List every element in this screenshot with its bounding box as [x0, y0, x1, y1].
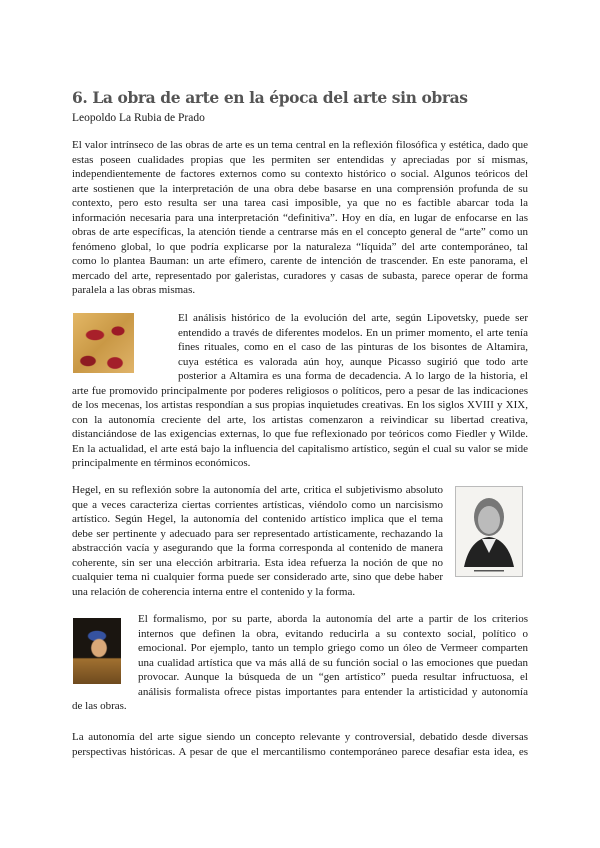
text-line: La autonomía del arte sigue siendo un concepto relevante y controversial, debatido desde diversas	[72, 731, 528, 743]
vermeer-girl-pearl-earring-image	[73, 618, 121, 684]
text-line: independientemente de factores externos como su contexto histórico o social. Algunos teóricos del	[72, 168, 528, 180]
text-line: mercado del arte, representado por galeristas, curadores y casas de subasta, parece operar de forma	[72, 269, 528, 282]
text-line: que a veces caracteriza ciertas corrientes artísticas, viéndolo como un narcisismo	[72, 498, 443, 511]
text-line: En la actualidad, el arte está bajo la influencia del capitalismo artístico, según el cual su valor se mide	[72, 442, 528, 455]
text-line: fenómeno global, lo que podría explicarse por la naturaleza “líquida” del arte contemporáneo, tal	[72, 240, 528, 253]
paragraph-intro	[72, 138, 528, 298]
paragraph-formalism-continued	[72, 699, 528, 714]
text-line: cuya estética es valorada aún hoy, aunque Picasso sugirió que todo arte	[178, 355, 528, 368]
hegel-portrait-icon	[456, 487, 522, 576]
text-line: El formalismo, por su parte, aborda la autonomía del arte a partir de los criterios	[138, 613, 528, 625]
page-title: 6. La obra de arte en la época del arte sin obras	[72, 88, 468, 107]
paragraph-hegel	[72, 483, 443, 599]
text-line: una cualidad artística que va más allá de su función social o las emociones que puedan	[138, 656, 528, 669]
text-line: coherente, sin ser una elección arbitraria. Esta idea refuerza la noción de que no	[72, 556, 443, 569]
text-line: perspectivas históricas. A pesar de que el mercantilismo contemporáneo parece desafiar esta idea, es	[72, 745, 528, 758]
author-name: Leopoldo La Rubia de Prado	[72, 112, 205, 124]
text-line: como lo plantea Bauman: un arte efímero, carente de intención de trascender. En este panorama, el	[72, 255, 528, 267]
text-line: arte sostienen que la interpretación de una obra debe basarse en una comprensión profunda de su	[72, 182, 528, 195]
paragraph-conclusion	[72, 730, 528, 759]
text-line: de las obras.	[72, 700, 127, 712]
text-line: cualquier tema ni cualquier forma puede ser considerado arte, sino que debe haber	[72, 571, 443, 583]
text-line: posterior a Altamira es una forma de decadencia. A lo largo de la historia, el	[178, 370, 528, 382]
text-line: El análisis histórico de la evolución del arte, según Lipovetsky, puede ser	[178, 312, 528, 324]
text-line: entendido a través de diferentes modelos. En un primer momento, el arte tenía	[178, 326, 528, 339]
text-line: análisis formalista ofrece pistas importantes para entender la artisticidad y autonomía	[138, 685, 528, 698]
hegel-portrait-image	[455, 486, 523, 577]
text-line: obras de arte específicas, la atención tiende a centrarse más en el concepto general de “arte” como un	[72, 226, 528, 238]
text-line: emocional. Por ejemplo, tanto un templo griego como un óleo de Vermeer comparten	[138, 642, 528, 654]
text-line: con la autonomía creciente del arte, los artistas comenzaron a reivindicar su libertad creativa,	[72, 413, 528, 426]
paragraph-lipovetsky-continued	[72, 384, 528, 471]
text-line: una relación de coherencia interna entre el contenido y la forma.	[72, 585, 356, 598]
text-line: Hegel, en su reflexión sobre la autonomía del arte, critica el subjetivismo absoluto	[72, 484, 443, 496]
text-line: El valor intrínseco de las obras de arte es un tema central en la reflexión filosófica y estética, dado que	[72, 139, 528, 151]
text-line: provocar. Aunque la búsqueda de un “gen artístico” pueda resultar infructuosa, el	[138, 671, 528, 683]
text-line: contexto, pero esto resulta ser una tarea casi imposible, ya que no es factible abarcar toda la	[72, 197, 528, 209]
text-line: fines rituales, como en el caso de las pinturas de los bisontes de Altamira,	[178, 341, 528, 353]
text-line: principalmente en términos económicos.	[72, 457, 251, 469]
altamira-bison-image	[73, 313, 134, 373]
paragraph-formalism	[138, 612, 528, 699]
text-line: internos que definen la obra, evitando reducirla a su contexto social, político o	[138, 627, 528, 640]
text-line: de los mecenas, los artistas respondían a sus propias inquietudes creativas. En los siglos XVIII y XIX,	[72, 399, 528, 411]
text-line: paralela a las obras mismas.	[72, 284, 196, 296]
text-line: distanciándose de las exigencias externas, lo que fue reflexionado por teóricos como Fiedler y Wilde.	[72, 428, 528, 440]
text-line: debe ser pertinente y adecuado para ser representado artísticamente, rechazando la	[72, 527, 443, 540]
text-line: artístico. Según Hegel, la autonomía del contenido artístico implica que el tema	[72, 513, 443, 525]
text-line: estas poseen cualidades propias que les permiten ser entendidas y apreciadas por sí mismas,	[72, 153, 528, 166]
text-line: abstracción vacía y asegurando que la forma corresponda al contenido de manera	[72, 542, 443, 554]
text-line: arte fue promovido principalmente por poderes religiosos o políticos, pero a pesar de las indicaciones	[72, 384, 528, 397]
text-line: información necesaria para una interpretación “definitiva”. Hoy en día, en lugar de enfocarse en las	[72, 211, 528, 224]
paragraph-lipovetsky	[178, 311, 528, 384]
